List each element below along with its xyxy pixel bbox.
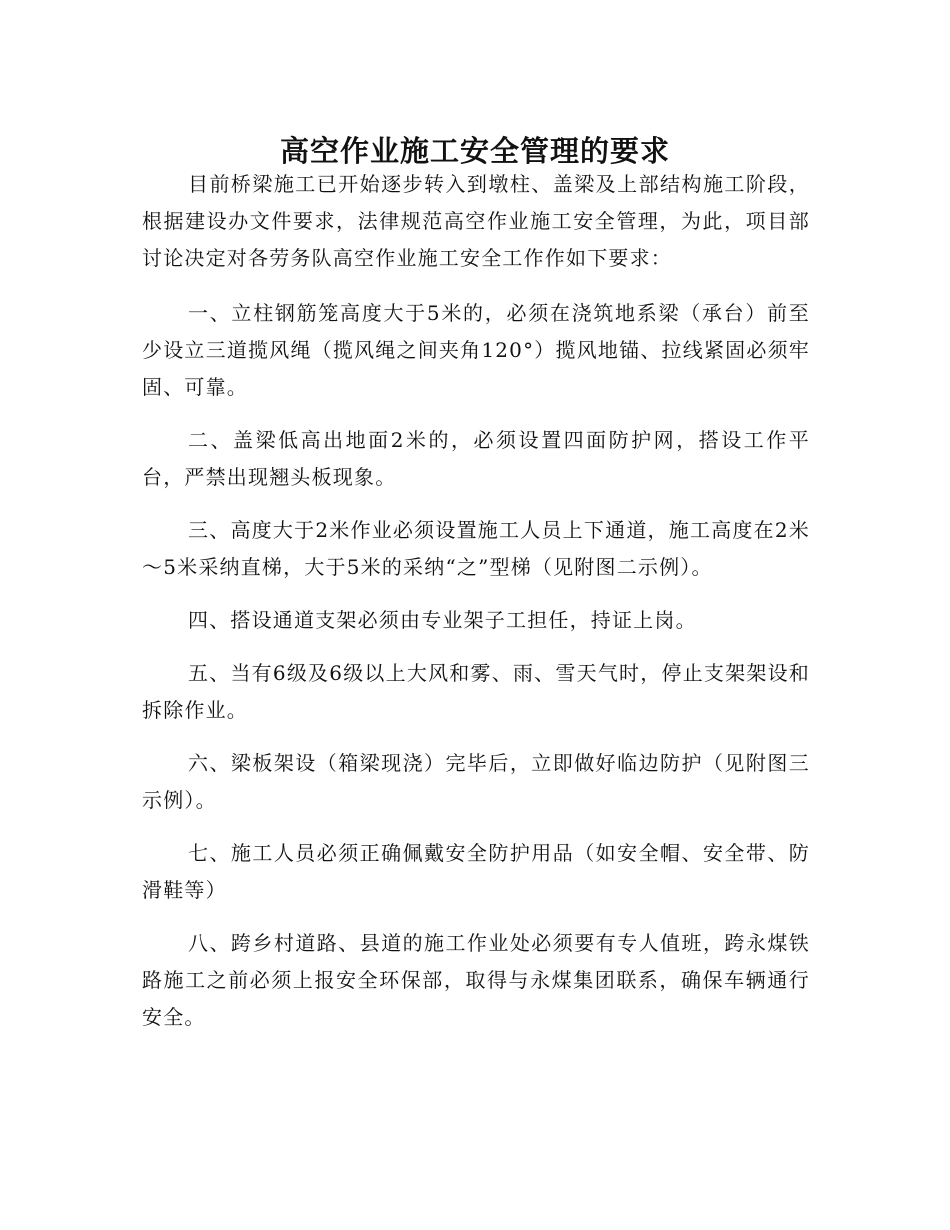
requirement-item-3: 三、高度大于2米作业必须设置施工人员上下通道，施工高度在2米～5米采纳直梯，大于5米的采纳“之”型梯（见附图二示例）。 (142, 518, 810, 579)
requirement-item-2: 二、盖梁低高出地面2米的，必须设置四面防护网，搭设工作平台，严禁出现翘头板现象。 (142, 428, 810, 489)
page-title: 高空作业施工安全管理的要求 (279, 134, 670, 169)
requirement-item-6: 六、梁板架设（箱梁现浇）完毕后，立即做好临边防护（见附图三示例）。 (142, 751, 810, 812)
document-body (142, 166, 810, 1052)
requirement-item-7: 七、施工人员必须正确佩戴安全防护用品（如安全帽、安全带、防滑鞋等） (142, 841, 810, 902)
requirement-item-8: 八、跨乡村道路、县道的施工作业处必须要有专人值班，跨永煤铁路施工之前必须上报安全环保部，取得与永煤集团联系，确保车辆通行安全。 (142, 931, 810, 1029)
requirement-item-4: 四、搭设通道支架必须由专业架子工担任，持证上岗。 (188, 608, 697, 632)
requirement-item-1: 一、立柱钢筋笼高度大于5米的，必须在浇筑地系梁（承台）前至少设立三道揽风绳（揽风绳之间夹角120°）揽风地锚、拉线紧固必须牢固、可靠。 (142, 301, 810, 399)
intro-paragraph: 目前桥梁施工已开始逐步转入到墩柱、盖梁及上部结构施工阶段，根据建设办文件要求，法律规范高空作业施工安全管理，为此，项目部讨论决定对各劳务队高空作业施工安全工作作如下要求： (142, 172, 810, 270)
requirement-item-5: 五、当有6级及6级以上大风和雾、雨、雪天气时，停止支架架设和拆除作业。 (142, 661, 810, 722)
